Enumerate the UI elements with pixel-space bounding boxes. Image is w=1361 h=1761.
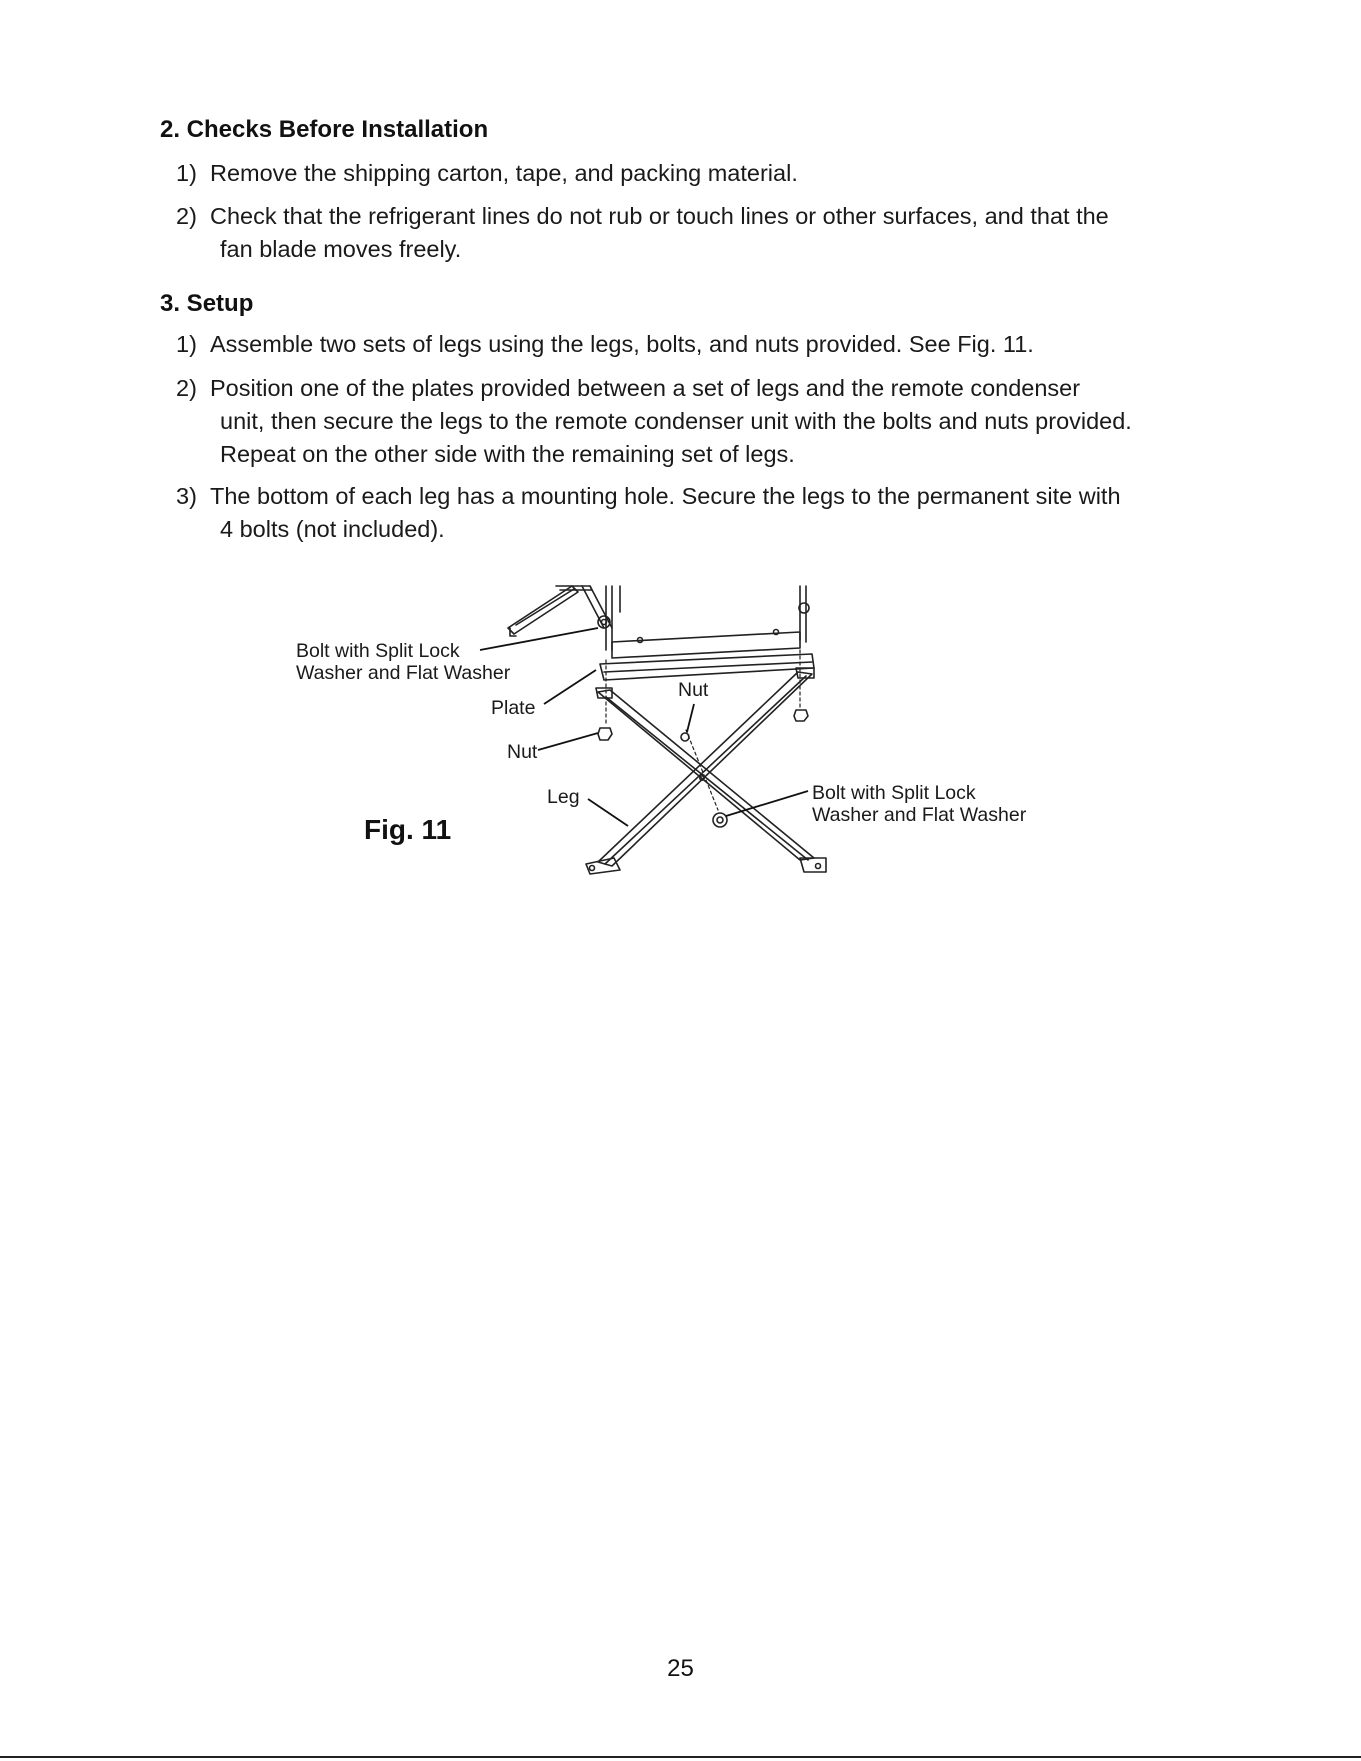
callout-plate: Plate [491, 697, 536, 719]
callout-leg: Leg [547, 786, 580, 808]
page-number: 25 [667, 1655, 694, 1682]
nut-left [598, 728, 612, 740]
bolt-center [713, 813, 727, 827]
callout-nut-top: Nut [678, 679, 709, 701]
leader-nut-left [538, 733, 598, 750]
section-heading-setup: 3. Setup [160, 290, 254, 317]
item-text: Position one of the plates provided between a set of legs and the remote condenser unit, then secure the legs to the remote condenser unit with the bolts and nuts provided. Repeat on the other side with the remaining set of legs. [210, 375, 1132, 467]
callout-bolt-right: Bolt with Split Lock Washer and Flat Washer [812, 782, 1027, 826]
item-number: 1) [176, 331, 197, 357]
nut-center [681, 733, 689, 741]
leader-nut-top [687, 704, 694, 732]
nut-right [794, 710, 808, 721]
leader-leg [588, 799, 628, 826]
item-number: 2) [176, 375, 197, 401]
leader-plate [544, 670, 596, 704]
item-text: Assemble two sets of legs using the legs, bolts, and nuts provided. See Fig. 11. [210, 331, 1034, 357]
callout-bolt-left: Bolt with Split Lock Washer and Flat Washer [296, 640, 511, 684]
condenser-bottom-frame [612, 632, 800, 658]
item-text: The bottom of each leg has a mounting hole. Secure the legs to the permanent site with 4 bolts (not included). [210, 483, 1121, 542]
callout-nut-left: Nut [507, 741, 538, 763]
item-text: Check that the refrigerant lines do not rub or touch lines or other surfaces, and that the fan blade moves freely. [210, 203, 1109, 262]
figure-label: Fig. 11 [364, 814, 452, 845]
item-number: 3) [176, 483, 197, 509]
item-text: Remove the shipping carton, tape, and packing material. [210, 160, 798, 186]
section-heading-checks: 2. Checks Before Installation [160, 116, 489, 143]
page-bottom-rule [0, 1756, 1361, 1758]
item-number: 2) [176, 203, 197, 229]
item-number: 1) [176, 160, 197, 186]
